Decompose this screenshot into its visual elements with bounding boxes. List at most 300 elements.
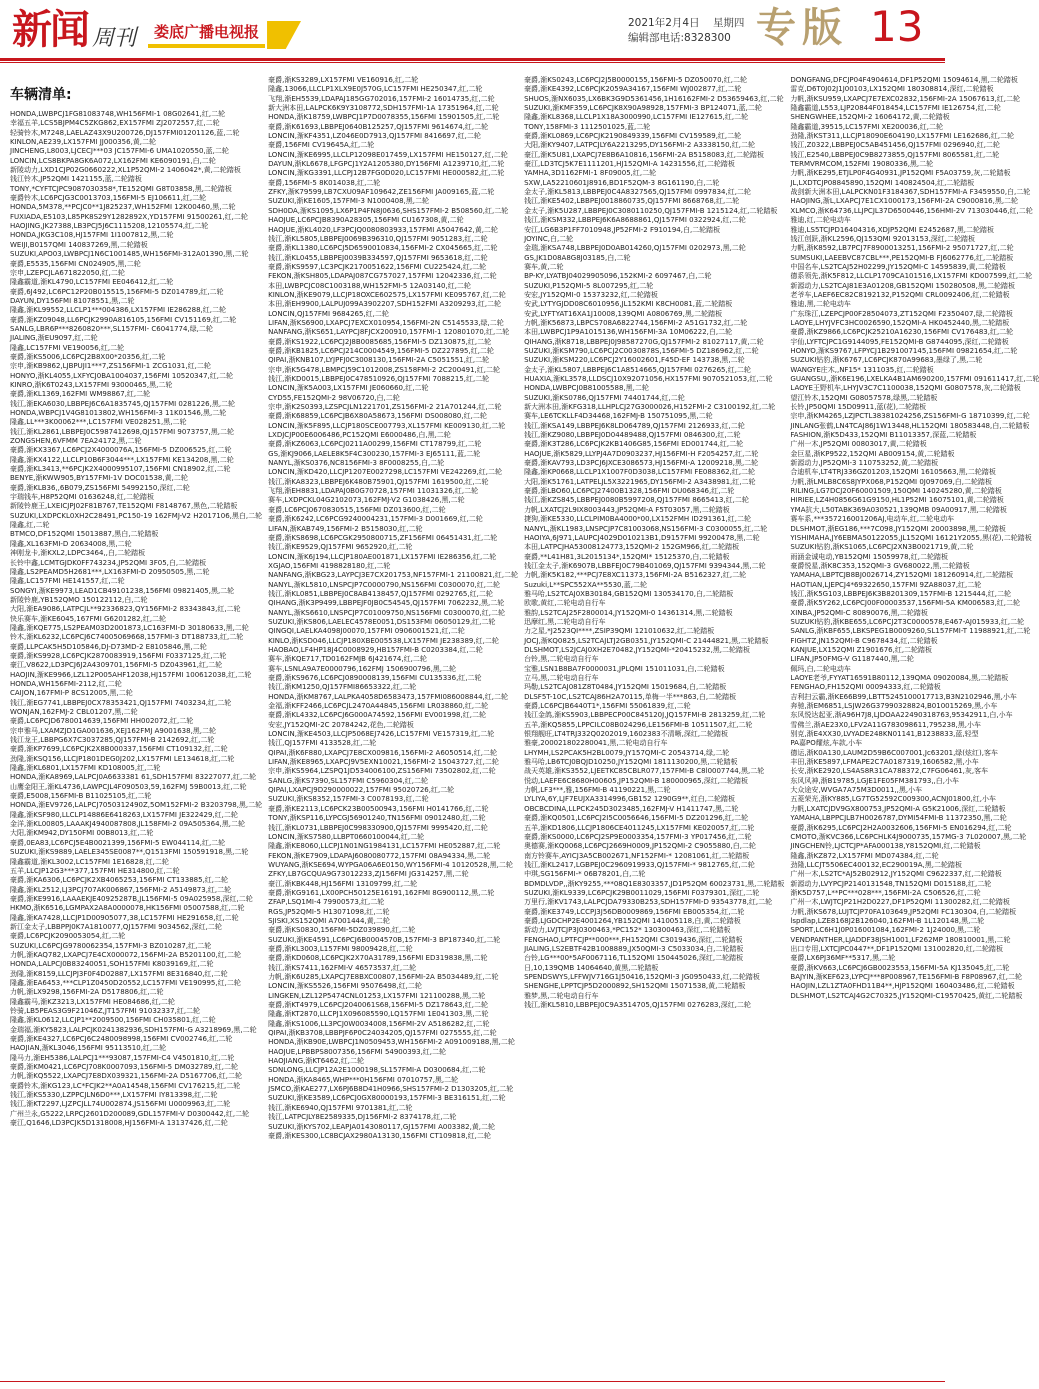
vehicle-list-item: QIPAI,渐KB3708,LBBPJF6P0C24034205,QJ157FMI 0275555,红,二轮 <box>268 1029 497 1038</box>
vehicle-list-item: LONCIN,渐KS7580,LLBPT0660100044,红,二轮 <box>268 832 425 841</box>
vehicle-list-columns <box>10 76 1039 1381</box>
vehicle-list-item: 隆鑫霸道,39515,LC157FMI XE200036,红,二轮 <box>790 122 944 131</box>
vehicle-list-item: OBCBCDINA,LLPCK245D3023485,162FMJ-V H1411747,黑,二轮 <box>524 804 739 813</box>
vehicle-list-item: 五羊,LLCJP12G3***377,157FMI HE314800,红,二轮 <box>10 866 180 875</box>
vehicle-list-item: 钱江,渐KE9529,QJ157FMI 9652920,红,二轮 <box>268 543 413 552</box>
vehicle-list-item: 力帆,渐KQ5522,LXAPCJ7E8DX039321,156FMI-2A D5167706,红,二轮 <box>10 1072 242 1081</box>
vehicle-list-item: KINLO,渐KSD046,LLCJP180XBE005538,LX157FMI JE238389,红,二轮 <box>268 636 499 645</box>
vehicle-list-item: SPORT,LC6H1J0P016001084,162FMI-2 1J24000,黑,二轮 <box>790 926 981 935</box>
vehicle-list-item: 战剑新大洲本田,LALPCKN01F3184367,SDH157FMI-A F3459550,白,二轮 <box>790 188 1031 197</box>
vehicle-list-item: 本田,LWBPCJ1P9A1015136,WH156FMI-3A 10M06222,白,二轮 <box>524 328 733 337</box>
vehicle-list-item: HONDA,WBPCJ1V4G81013802,WH156FMI-3 11K01546,黑,二轮 <box>10 409 227 417</box>
vehicle-list-item: 豪爵,渐KB1825,LC6PCJ214C0004549,156FMI-5 DZ227895,红,二轮 <box>268 346 494 355</box>
vehicle-list-item: GS,渐KJ9066,LAELE8K5F4C300230,157FMI-3 EJ65111,蓝,二轮 <box>268 449 481 458</box>
vehicle-list-item: 安武,LYTYGJDD08C6010956,JL152KMI K8CH0081,蓝,二轮踏板 <box>524 300 733 309</box>
vehicle-list-item: 神刚龙卡,渐KXL2,LDPC3464,,白,二轮踏板 <box>10 549 146 558</box>
vehicle-list-item: JOYINC,白,二轮 <box>524 234 574 243</box>
vehicle-list-item: 钱江,QJ157FMI 4133528,红,二轮 <box>268 739 377 748</box>
vehicle-list-item: LAOYE,LHYJVFC3HC0026590,152QMI-A HK0452440,黑,二轮踏板 <box>790 318 1010 327</box>
vehicle-list-item: SUZUKI,渐KS0786,QJ157FMI 74401744,红,二轮 <box>524 393 685 402</box>
vehicle-list-item: SUZUKI,LXDPCKL0XH2C28491,PC150-19 162FMJ-V2 H2017106,黑白,二轮 <box>10 511 263 520</box>
vehicle-list-item: 豪江,渐K5U81,LXAPCJ7E8B6A10816,156FMI-2A B5158083,红,二轮踏板 <box>524 150 765 159</box>
vehicle-list-item: 隆鑫,渐KA7428,LLCJP1D00905077,38,LC157FMI HE291658,红,二轮 <box>10 913 239 922</box>
vehicle-list-item: 赛车,渐KQE717,TD0162FMJB 6J421674,红,二轮 <box>268 655 427 664</box>
vehicle-list-item: 力帆,渐K6U285,LXAPCJ7E8BXC00807,156FMI-2A B5034489,红,二轮 <box>268 973 499 981</box>
vehicle-list-item: 钱江龙王,LBBPG6X7C3037285,QJ157FMI-B 2142692,红,二轮 <box>10 736 215 745</box>
vehicle-list-item: 隆鑫霸道,L553,LJP20844F018454,LC157FMI IE126754,红,二轮 <box>790 104 1001 113</box>
vehicle-list-item: 新大洲本田,LALPCK6K9Y3108772,SDH157FMI-1A 17351964,红,二轮 <box>268 104 499 113</box>
vehicle-list-item: 劲隆,渐K8159,LLCJPJ3F0F4D02887,LX157FMI 8E316840,红,二轮 <box>10 969 228 978</box>
vehicle-list-item: 豪爵,渐KS3289,LX157FMI VE160916,红,二轮 <box>268 76 419 84</box>
vehicle-list-item: 玛勒,LS2TCAJ081Z8T0484,JY152QMI 15019684,白,二轮踏板 <box>524 683 727 692</box>
vehicle-list-item: 日,10,139QMB 14064640,黄黑,二轮踏板 <box>524 963 659 972</box>
vehicle-list-item: 金太子,渐KL5813,LBBPEJ0C4A8327565,QJ157FMI 0997834,红,二轮 <box>524 188 751 197</box>
vehicle-list-item: KINLON,AE239,LX157FMI JJ000356,黄,二轮 <box>10 138 157 147</box>
vehicle-list-item: 豪江,渐KBK448,HJ156FMI 13109799,红,二轮 <box>268 879 418 888</box>
vehicle-list-item: HONDA,渐KA8465,WHP***0H156FMI 07010757,黑,二轮 <box>268 1075 459 1084</box>
vehicle-list-item: 金瑞,渐KSA748,LBBPEJ0D0AB014260,QJ157FMI 0202973,黑,二轮 <box>524 244 746 253</box>
vehicle-list-item: 东风悦达起亚,渐A96H7J8,LJDOAA22490318763,95342911,白,小车 <box>790 711 1013 720</box>
vehicle-list-item: HONYO,渐KS9767,LFPYCJ1B291007145,156FMI 09821654,红,二轮 <box>790 346 1018 355</box>
vehicle-list-item: lspdlap,LZE8168J2B126040,162FMI-B 1L120148,黑,二轮 <box>790 916 985 925</box>
vehicle-list-item: DLSHMOT,LS2JCAJ0XH2E70482,JY152QMI-*20415232,黑,二轮踏板 <box>524 645 751 654</box>
vehicle-list-item: RILING,LG7DCJ20F60001509,150QMI 140245280,黄,二轮踏板 <box>790 487 1002 496</box>
vehicle-list-item: BENYE,渐KWW905,BY157FMI-1V DOC01538,黄,二轮 <box>10 474 188 483</box>
vehicle-list-item: WEIJI,B0157QMI 140837269,黑,二轮踏板 <box>10 240 148 249</box>
vehicle-list-item: 新大洲本田,渐KFG318,LLHPLCJ27G3000026,H152FMI-2 C3100192,红,二轮 <box>524 403 776 412</box>
vehicle-list-item: JINGCHEN铃,LJCTCJP*AFA000138,Y8152QMI,红,二轮踏板 <box>790 842 981 851</box>
vehicle-list-item: HAOJUE,LPBBPS8007356,156FMI 54900393,红,二轮 <box>268 1047 447 1056</box>
vehicle-list-item: FENGHAO,LPTFCJP**000***,FH152QMI C3019436,深红,二轮踏板 <box>524 935 743 944</box>
vehicle-list-item: 钱江,渐KZ9080,LBBPEJ0D04489488,QJ157FMI 0846300,红,二轮 <box>524 431 741 440</box>
vehicle-list-item: 隆鑫,LC157FMI HE141557,红,二轮 <box>10 577 125 586</box>
vehicle-list-item: SUZUKI,渐KL9339,LC6PCJK29B0011029,156FMI F0379301,深红,二轮 <box>524 888 760 897</box>
vehicle-list-item: 宇瑞钱车,H8P52QMI 01636248,红,二轮踏板 <box>10 493 154 502</box>
vehicle-list-item: HONDA,JKG3C108,HJ157FMI 1I1007812,黑,二轮 <box>10 231 174 240</box>
vehicle-list-item: 雪佛兰,渐AE23X0,LFV2A11G783098611,795238,黑,小车 <box>790 720 981 729</box>
vehicle-list-item: YAMAHA,LBPPCJLB7H0026787,DYMI54FMI-B 11372350,黑,二轮 <box>790 814 1007 823</box>
vehicle-list-item: CYD55,FE152QMI-2 98V06720,白,二轮 <box>268 393 400 402</box>
vehicle-list-item: JINLANG张鹤,LN4TCAJ86J1W13448,HL152QMI 180583448,白,二轮踏板 <box>790 421 1030 430</box>
list-column-3 <box>524 76 784 1381</box>
vehicle-list-item: 宗申雅马,LXAMZJD1GA001636,XEJ162FMJ A9001638,黑,二轮 <box>10 726 217 735</box>
vehicle-list-item: KANJUE,LX152QMI Z1901676,红,二轮踏板 <box>790 645 933 654</box>
vehicle-list-item: 豪爵,渐KZ09048,LL6PCJK2990A816105,156FMI CV151169,红,二轮 <box>10 315 237 324</box>
vehicle-list-item: 豪爵,渐KX3367,LC6PCJ2X4000076A,156FMI-5 DZ006525,红,二轮 <box>10 446 232 455</box>
vehicle-list-item: ZONGSHEN,6VFMM 7EA24172,黑,二轮 <box>10 437 142 446</box>
vehicle-list-item: 轻骑铃木,M7248,LAELAZ43X9U200726,DJ157FMI01201126,蓝,二轮 <box>10 128 240 137</box>
vehicle-list-item: 豪爵,0EA83,LC6PCJ5E4B0021399,156FMI-5 EW044114,红,二轮 <box>10 838 226 847</box>
vehicle-list-item: HAOJIANG,渐KT6462,红,二轮 <box>268 1057 364 1066</box>
vehicle-list-item: 豪爵,LX6PJ36MF**5317,黑,二轮 <box>790 954 896 963</box>
vehicle-list-item: 豪爵,渐KS5006,LC6PCJ2B8X00*20356,红,二轮 <box>10 352 166 361</box>
vehicle-list-item: LONCIN,渐K5A003,LX157FMI JE060660,红,二轮 <box>268 384 429 393</box>
vehicle-list-item: 力帆,渐K56873,LBPCS708A6822744,156FMI-2 A51G1732,红,二轮 <box>524 318 748 327</box>
vehicle-list-item: QIPAI,渐K6F880,LXAPCJ7E8CX009816,156FMI-2 A6050514,红,二轮 <box>268 748 497 757</box>
vehicle-list-item: TERMVRMCOM,152FMI 19080336,黑,二轮 <box>790 160 934 169</box>
vehicle-list-item: LONCIN,渐KG3391,LLCPJ12B7FG0D020,LC157FMI HE000582,红,二轮 <box>268 169 505 178</box>
vehicle-list-item: 隆鑫,13066,LLCLP1XLX9E0J570G,LC157FMI HE250347,红,二轮 <box>268 85 483 94</box>
vehicle-list-item: 豪爵,LJGDCHP2E4001264,YB152QMI 141005118,白,黄,二轮踏板 <box>524 916 741 925</box>
vehicle-list-item: 豪爵,渐KS9597,LC3PCJK2170051622,156FMI CU225424,红,二轮 <box>268 262 487 271</box>
vehicle-list-item: 雷克,D6T0J02J1J00103,LX152QMI 180308814,深红,二轮踏板 <box>790 85 994 94</box>
vehicle-list-item: 大阳,渐K51761,LATPELJL5X3221965,DY156FMI-2 A3438981,红,二轮 <box>524 477 756 486</box>
vehicle-list-item: SUZUKI,APO03,LWBPCJ1N6C1001485,WH156FMI-312A01390,黑,二轮 <box>10 250 249 259</box>
vehicle-list-item: 赛车系,***357216001206AJ,电动车,红,二轮电动车 <box>790 515 955 524</box>
vehicle-list-item: TONY,渐KSP116,LYPCGJ56901240,TN156FMI 09012480,红,二轮 <box>268 814 486 823</box>
vehicle-list-item: 广州一木,LWJTCJP21H2D0227,DF1P52QMI 11300282,红,二轮踏板 <box>790 898 1010 907</box>
vehicle-list-item: 立马,黑,二轮电动自行车 <box>524 674 599 682</box>
vehicle-list-item: LONCIN,渐KF4351,LZ046E0D7913,QJ157FMI 8416697,红,二轮 <box>268 132 481 141</box>
vehicle-list-item: 豪爵,渐KES300,LC8BCJAX2980A13130,156FMI CT109818,红,二轮 <box>268 1131 491 1140</box>
vehicle-list-item: KINLON,渐KE9079,LLCJP18OXCE602575,LX157FMI KE095767,红,二轮 <box>268 290 506 299</box>
vehicle-list-item: 豪爵悦星,渐K8C353,152QMI-3 GV680022,黑,二轮踏板 <box>790 561 970 570</box>
vehicle-list-item: 劲隆,渐KST311,LLCJP18090E604190,LX157FMI LE162686,红,二轮 <box>790 132 1015 141</box>
vehicle-list-item: 力帆,渐LX9298,156FMI-2A D5178806,红,二轮 <box>10 988 164 997</box>
vehicle-list-item: 豪爵,渐KS9928,LC6PCJK2870083919,156FMI F0337125,红,二轮 <box>10 651 227 660</box>
vehicle-list-item: 豪爵,渐K3T286,LC6PCJK2KB1406G85,156FMI ED001744,红,二轮 <box>524 440 744 449</box>
vehicle-list-item: 安宏,JY152QMI-2C 20784242,花色,二轮踏板 <box>268 720 414 729</box>
vehicle-list-item: 豪爵,渐KQ0501,LC6PCJ2I5C0056646,156FMI-5 DZ201296,红,二轮 <box>524 814 749 823</box>
vehicle-list-item: 钱江,渐KE5402,LBBPEJ0018860735,QJ157FMI 8668768,红,二轮 <box>524 197 740 206</box>
vehicle-list-item: SANLG,渐KS7390,SL157FMI C5960304,红,二轮 <box>268 776 428 785</box>
vehicle-list-item: 豪爵,渐KL3003,L157FMI 98009428,红,二轮 <box>268 944 413 953</box>
vehicle-list-item: 大众途安,WVGA7A75M3D0011,,黑,小车 <box>790 786 923 795</box>
vehicle-list-item: SANLG,渐KBF655,LBKSPEG1B0009260,SL157FMI-T 11988921,红,二轮 <box>790 627 1031 636</box>
vehicle-list-item: 隆鑫,渐KL0612,LLCJP1**2009500,156FMI CH035801,红,二轮 <box>10 1016 216 1025</box>
vehicle-list-item: 长铃中鑫,LCMTGJDK0FF743234,JP52QMI 3F05,白,二轮踏板 <box>10 558 207 567</box>
vehicle-list-item: NANYL,渐KL5810,LNSPCJP7C0000790,NS156FMI C0300070,红,二轮 <box>268 580 500 589</box>
vehicle-list-item: 钱江,渐KL2417,LGBPEJ0C2960919933,QJ157FMI-* 9812765,红,二轮 <box>524 860 755 869</box>
vehicle-list-item: SUZUKI,渐KS9889,LAELE345SE0087**,Q1513FMI 150591918,黑,二轮 <box>10 848 249 857</box>
vehicle-list-item: JIALING,LS2EBTF42B1008889,JX50QMI-3 C5033034,白,二轮踏板 <box>524 944 744 953</box>
vehicle-list-item: HONDA,渐KA8969,LALPCJ0A6633381 61,SDH157FMI 83227077,红,二轮 <box>10 773 257 782</box>
vehicle-list-item: 隆鑫,渐KS1006,LL3PCJ0W0034008,156FMI-2V A5186282,红,二轮 <box>268 1019 490 1028</box>
vehicle-list-item: HAOJUE,渐K5829,LLYPJ4A7D0903237,HJ156FMI-H F2054257,红,二轮 <box>524 449 759 458</box>
vehicle-list-item: 战天英雄,渐KS3552,LJEETKC85CBLR077,157FMI-B C8l0007744,黑,二轮 <box>524 767 765 776</box>
vehicle-list-item: 豪爵,渐KL1380,LC6PCJ5D6590010834,156FMI-2 CX045665,红,二轮 <box>268 244 498 253</box>
vehicle-list-item: 钱江创跃,渐KL2596,QJ153QMI 92013153,深红,二轮踏板 <box>790 234 976 243</box>
vehicle-list-item: 豪爵,渐KV663,LC6PCJ6GB0023553,156FMI-5A KJ135045,红,二轮 <box>790 963 1010 972</box>
vehicle-list-item: LONCIN,QJ157FMI 9684265,红,二轮 <box>268 309 389 318</box>
vehicle-list-item: QIHANG,渐K8718,LBBPEJ0J98587270G,QJ157FMI-2 81027117,黄,二轮 <box>524 337 764 346</box>
vehicle-list-item: DAYUN,DY156FMI 81078551,黑,二轮 <box>10 296 135 305</box>
vehicle-list-item: 宗申,LZEPCJLA671822050,红,二轮 <box>10 268 125 277</box>
vehicle-list-item: HAOIYA,6J971,LAUPCJ4029D010213B1,D9157FMI 99200478,黑,二轮 <box>524 533 760 542</box>
vehicle-list-item: 隆鑫,渐KL99552,LLCLP1***004386,LX157FMI IE286288,红,二轮 <box>10 306 226 315</box>
vehicle-list-item: YISHIMAHA,JY6EBMA50122055,JL152QMI 16121Y2055,黑(花),二轮踏板 <box>790 533 1032 542</box>
vehicle-list-item: HONDA,WH156FMI-2112,红,二轮 <box>10 679 122 688</box>
vehicle-list-item: 隆鑫,渐KP0668,LLCLP1X1007F0D3038,LC157FMI FE088362,红,二轮 <box>524 468 756 477</box>
vehicle-list-item: 金巨星,渐KP9522,152QMI AB009154,黄,二轮踏板 <box>790 449 955 458</box>
vehicle-list-item: LAOYE老爷,FYYAT16591B80112,139QMA 09020084,黑,二轮踏板 <box>790 674 1009 682</box>
vehicle-list-item: 豪爵,渐KM0421,LC6PCJ708K0007093,156FMI-5 DM032789,红,二轮 <box>10 1063 238 1072</box>
vehicle-list-item: 奔驰,渐EM6851,LSJW26G37990328824,B010015269,黑,小车 <box>790 702 998 711</box>
vehicle-list-item: ZFKY,渐K79599,LB7CXU09AF109642,ZE156FMI JA009165,蓝,二轮 <box>268 188 495 197</box>
vehicle-list-item: 隆鑫霸道,渐KL3002,LC157FMI 1E16828,红,二轮 <box>10 857 169 866</box>
vehicle-list-item: 隆鑫,渐KT2870,LLCPJ1X096085590,LQ157FMI 1E041303,黑,二轮 <box>268 1010 489 1019</box>
vehicle-list-item: 雅马哈,LS2TCAJ0XB30184,GB152QMI 130534170,白,二轮踏板 <box>524 589 734 598</box>
vehicle-list-item: 宇仙,LYFTCJPC1G9144095,FE152QMI-B G8744095,深红,二轮踏板 <box>790 337 1009 346</box>
vehicle-list-item: YAMAHA,LBPTCJB8BJ0026714,ZY152QMI 181260914,红,二轮踏板 <box>790 571 1014 580</box>
vehicle-list-item: 金太子,渐K5U287,LBBPEJ0C3080110250,QJ157FMI-B 1215124,红,二轮踏板 <box>524 206 778 215</box>
vehicle-list-item: 钱江,渐KD0015,LBBPEJ0C478510926,QJ157FMI 7088215,红,二轮 <box>268 375 490 383</box>
vehicle-list-item: 钱江,渐KSM332,LBBPEJ6K6A8688861,QJ157FMI 0322924,红,二轮 <box>524 216 746 225</box>
vehicle-list-item: 宗申,渐KB9862,LJBPUJI1***7,ZS156FMI-1 ZCG1031,红,二轮 <box>10 362 211 371</box>
vehicle-list-item: SUZUKI,渐KSM220,LC6PCJ2Y16002601,F45D-EF 143738,黑,二轮 <box>524 356 745 365</box>
vehicle-list-item: 金瑞福,渐KY5823,LALPCJK0241382936,SDH157FMI-G A3218969,黑,二轮 <box>10 1025 257 1034</box>
vehicle-list-item: 隆鑫,LS2PEAMD5H2681***,LX163FMI-D 20950505,黑,二轮 <box>10 567 210 576</box>
vehicle-list-item: 力帆,渐KAQ782,LXAPCJ7E4CX000072,156FMI-2A B5201100,红,二轮 <box>10 950 241 959</box>
vehicle-list-item: 豪爵,渐KS1922,LC6PCJ2J8B0085685,156FMI-5 DZ130875,红,二轮 <box>268 337 492 346</box>
vehicle-list-item: 金福,渐KFF2466,LC6PCJL2470A44845,156FMI LR038860,红,二轮 <box>268 702 489 711</box>
vehicle-list-item: 豪爵,LC6PCJD6780014639,156FMI HH002072,红,二轮 <box>10 717 194 726</box>
vehicle-list-item: 豪爵,渐KS0830,156FMI-5DZ039890,红,二轮 <box>268 926 416 935</box>
vehicle-list-item: 隆鑫,渐KL8368,LLCLP1X18A3000990,LC157FMI IE127615,红,二轮 <box>524 113 749 122</box>
phone-number: 8328300 <box>684 32 731 44</box>
vehicle-list-item: HONDA,渐KM8767,LALPKA4058D6583473,157FMI086008844,红,二轮 <box>268 692 508 701</box>
vehicle-list-item: HIRIEE,LZ4H0856G61G9150,HL1P52MI 16075101,黄,二轮踏板 <box>790 496 1004 505</box>
vehicle-list-item: QINGQI,LAELKA4098J00070,157FMI 0906001521,红,二轮 <box>268 627 465 636</box>
vehicle-list-item: 豪爵,渐KS9676,LC6PCJ0890008139,156FMI CU135336,红,二轮 <box>268 674 482 682</box>
vehicle-list-item: 别克,渐E4XX30,LVYADE248KN01141,B1238833,蓝,轻型 <box>790 730 979 739</box>
vehicle-list-item: SUMSUKI,LAEEBVC87CBL***,PE152QMI-B FJ6062776,红,二轮踏板 <box>790 253 1014 262</box>
vehicle-list-item: VENDPANTHER,LJADDF38JSH1001,LF262MP 180810001,黑,二轮 <box>790 935 1011 944</box>
vehicle-list-item: LONCIN,渐K6J194,LLCJP180AE001871,LX157FMI IE286356,红,二轮 <box>268 552 497 561</box>
vehicle-list-item: 雅马哈,LB6TCJ0BQJD10250,JY152QMI 1811130200,黑,二轮踏板 <box>524 758 738 767</box>
vehicle-list-item: 隆鑫,LL***3K00062***,LC157FMI VE028251,黑,二轮 <box>10 418 187 427</box>
vehicle-list-item: 渐K5D757,L**PC***028***,156FMI-2A C506526,红,二轮 <box>790 888 981 897</box>
vehicle-list-item: SUZUKI,渐KE3589,LC6PCJ0GX80000193,157FMI-3 BE316151,红,二轮 <box>268 1094 506 1103</box>
vehicle-list-item: DLSHMOT,渐EG186,***7C098,JY152QMI 20003898,黑,二轮踏板 <box>790 524 1006 533</box>
vehicle-list-item: 隆鑫,XL163FMI-D 20634008,黑,二轮 <box>10 539 132 548</box>
vehicle-list-item: YMA抗大,L50TABK369A030521,139QMB 09A00917,黑,二轮踏板 <box>790 505 1007 514</box>
vehicle-list-item: 豪爵,LC6PCJ0670830515,156FMI DZ013600,红,二轮 <box>268 505 446 514</box>
vehicle-list-item: 望江铃木,152QMI G08057578,绿黑,二轮踏板 <box>790 393 938 402</box>
vehicle-list-item: 新陵铃鹿王,LXEICJPJ02F81B767,TE152QMI F8148767,黑色,二轮踏板 <box>10 502 238 511</box>
vehicle-list-item: CMOTO,渐KVC366,LC6PCHLK4J9000735,157MG-3 7L020007,黑,二轮 <box>790 832 1027 841</box>
vehicle-list-item: HONDA,渐KB90E,LWBPCJ1N0509453,WH156FMI-2 A091009188,黑,二轮 <box>268 1038 515 1047</box>
vehicle-list-item: 豪爵,渐K68859,LC6PCJB6X80A58673,156FMI DS008080,红,二轮 <box>268 412 487 421</box>
vehicle-list-item: HAOJING,JK27388,LB3PCJ5J6C1115208,12105574,红,二轮 <box>10 222 209 231</box>
vehicle-list-item: SJISKI,XS152QMI A7001444,黄,二轮 <box>268 916 390 925</box>
vehicle-list-item: SUZUKI,渐KE4591,LC6PCJ6B0004570B,157FMI-3 BP187340,红,二轮 <box>268 935 501 944</box>
vehicle-list-item: 钱江,渐KA8323,LBBPEJ6K480B75901,QJ157FMI 1619500,红,二轮 <box>268 477 489 486</box>
vehicle-list-item: 钱江,渐KL5805,LBBPEJ0069B396310,QJ157FMI 9051283,红,二轮 <box>268 234 488 243</box>
vehicle-list-item: 豪爵,LC6PCJB6440T1*,156FMI 55061839,红,二轮 <box>524 702 691 711</box>
vehicle-list-item: 力帆,渐K8592,LB7PCJ7F8900013251,156FMI-2 95071727,红,二轮 <box>790 244 1014 253</box>
vehicle-list-item: 东风风神,渐B19785,LGJE1FE05FM381793,,白,小车 <box>790 776 960 785</box>
vehicle-list-item: SUZUKI,渐KS806,LAELEC4578E0051,DS153FMI 06050129,红,二轮 <box>268 617 496 626</box>
vehicle-list-item: 豪爵,渐KAV793,LD3PCJ6JXCE3086573,HJ156FMI-A 12009218,黑,二轮 <box>524 459 759 468</box>
vehicle-list-item: 台铃,黑,二轮电动自行车 <box>524 655 599 664</box>
vehicle-list-item: 飞翔,渐EH8831,LDAPAJ0B0G70728,157FMI 11031326,红,二轮 <box>268 487 479 496</box>
vehicle-list-item: 新陵铃鹿,YB152QMO 150122112,白,二轮 <box>10 595 148 604</box>
vehicle-list-item: BP-KY,LYATBJ04029905096,152KMI-2 6097467,白,二轮 <box>524 272 712 281</box>
vehicle-list-item: 钱江,渐EKA6030,LBBPEJ6C6A1835745,QJ157FMI 0281226,黑,二轮 <box>10 399 236 408</box>
brand-sub: 周刊 <box>92 25 137 51</box>
list-column-4 <box>790 76 1039 1381</box>
vehicle-list-item: 广东珠江,LZEPCJP00F28504073,ZT152QMI F2350407,绿,二轮踏板 <box>790 309 1013 318</box>
vehicle-list-item: SXW,LA52210601J8916,BD1F52QM-3 8G161190,白,二轮 <box>524 178 720 187</box>
vehicle-list-item: XINBA,JP52QMI-C 80890076,黑,二轮踏板 <box>790 608 928 617</box>
vehicle-list-item: SHENGWHEE,152QMI-2 16064172,黄,二轮踏板 <box>790 113 950 122</box>
vehicle-list-item: 欧歌,黄红,二轮电动自行车 <box>524 599 606 608</box>
vehicle-list-item: 钱江,渐KZS845,LBBPEJ0080B5997208,QJ157FMI 8665413,红,二轮 <box>524 496 749 505</box>
vehicle-list-item: 豪爵,渐KL0869,LC6PCJK2190849339,156FMI CV159589,红,二轮 <box>524 132 742 141</box>
vehicle-list-item: 新陵动力,LXD1CJP02G0660222,XL1P52QMI-2 1406042*,黄,二轮踏板 <box>10 166 241 175</box>
vehicle-list-item: NANYL,渐KS0376,NC8156FMI-3 8F0008255,白,二轮 <box>268 459 445 468</box>
vehicle-list-item: 豪爵,渐KE3749,LCCPJ3J56DB0009869,156FMI EB005354,红,二轮 <box>524 907 745 916</box>
vehicle-list-item: HKMO,渐K6516,LGMPAX2A8A0000078,HK156FMI 05007588,红,二轮 <box>10 904 245 913</box>
vehicle-list-item: 安武,LYFTYAT16XA1J10008,139QMI A0806769,黑,二轮踏板 <box>524 309 723 318</box>
vehicle-list-item: 钱江,渐KL2861,LBBPEJ0C5987412698,QJ157FMI 9073757,黑,二轮 <box>10 427 234 436</box>
vehicle-list-item: 宝雅,LSN1B8BA7F0000031,JPLQMI 151011031,白,二轮踏板 <box>524 664 725 673</box>
vehicle-list-item: 钱江,Z0322,LBBPEJ0C5AB451456,QJ157FMI 0296940,红,二轮 <box>790 141 1000 150</box>
vehicle-list-item: 隆鑫,渐KL6801,LX157FMI KD108005,红,二轮 <box>10 764 161 773</box>
vehicle-list-item: 豪江,LD3TCJ5K7E1111201,HJ152QMI-A 14231556,红,二轮踏板 <box>524 160 735 169</box>
vehicle-list-item: 金太子,渐KL5807,LBBPEJ6C1A8514665,QJ157FMI 0276265,红,二轮 <box>524 365 751 374</box>
vehicle-list-item: 隆鑫,红,二轮 <box>10 521 50 530</box>
vehicle-list-item: NANFANG,渐KS651,LAYPCJ8FJCX200910,157FMI-1 120801070,红,二轮 <box>268 328 510 337</box>
phone-label: 编辑部电话: <box>628 32 685 44</box>
vehicle-list-item: 隆鑫,渐EA6453,***CLP1Z0450D20552,LC157FMI VE190995,红,二轮 <box>10 978 241 987</box>
vehicle-list-item: DLSHMOT,LS2TCAJ4G2C70325,JY152QMI-C19570425,黄红,二轮踏板 <box>790 991 1023 1000</box>
vehicle-list-item: 雅梦,黑,二轮电动自行车 <box>524 991 599 1000</box>
vehicle-list-item: 豪爵,渐K6295,LC6PCJ2H2A0032606,156FMI-5 EN016294,红,二轮 <box>790 823 1012 832</box>
vehicle-list-item: LINGKEN,LZL12P5474CNL01253,LX157FMI 121100288,黑,二轮 <box>268 991 486 1000</box>
vehicle-list-item: 金洋,渐KL00805,LAAAKJ4940087808,JL158FMI-2 09A505364,黑,二轮 <box>10 820 245 829</box>
vehicle-list-item: 钱江,渐KL5810,LBBPEJ0C9A3514705,QJ157FMI 0276283,深红,二轮 <box>524 1001 751 1010</box>
vehicle-list-item: 新源动力,LS2TCAJ81E3A01208,GB152QMI 150280508,黑,二轮踏板 <box>790 281 1016 290</box>
vehicle-list-item: 豪爵,渐KE4327,LC6PCJ6C2480098998,156FMI CV002746,红,二轮 <box>10 1035 233 1044</box>
vehicle-list-item: 台铃,LG***00*5AF0067116,TL152QMI 150445026,深红,二轮踏板 <box>524 954 744 963</box>
vehicle-list-item: 新源动力,JP52QMI-3 110753252,黄,二轮踏板 <box>790 459 939 468</box>
vehicle-list-item: 钱江,渐KS5330,LZPPCJLN6D0***,LX157FMI IY813398,红,二轮 <box>10 1091 218 1100</box>
vehicle-list-item: 隆鑫,渐KE8060,LLCPJ1N01NG1984131,LC157FMI HE052887,红,二轮 <box>268 842 501 851</box>
vehicle-list-item: 银翔舰旺,LT4TRJ332Q0202019,1602383不清晰,深红,二轮踏板 <box>524 730 729 739</box>
vehicle-list-item: 赛车,LSNLA9A7E0000796,162FMJ 1506900796,黑,二轮 <box>268 664 457 673</box>
vehicle-list-item: HAOTIAN,LJEPCJ4*69322650,157FMI 9ZA88037,红,二轮 <box>790 580 982 589</box>
vehicle-list-item: 豪爵,156FMI-5 8K014038,红,二轮 <box>268 178 381 187</box>
vehicle-list-item: 新江金太子,LBBPPJ0K7A1810077,QJ157FMI 9034562,深红,二轮 <box>10 922 222 931</box>
vehicle-list-item: SANLG,LBR6P***8260820***,SL157FMI- C6041774,绿,二轮 <box>10 324 213 333</box>
date-block <box>628 16 745 46</box>
vehicle-list-item: LHYMH,LS2PCAK5H2BL0079,JY157QMI-C 20543714,绿,二轮 <box>524 748 730 757</box>
vehicle-list-item: 钱江,E2540,LBBPEJ0C9B8273855,QJ157FMI 8065581,红,二轮 <box>790 150 1000 159</box>
vehicle-list-item: HAOJUE,LC6PCJB8390A28305,156FMI CU167308,黄,二轮 <box>268 216 464 225</box>
vehicle-list-item: SUZUKI,渐KSM790,LC6PCJ2C0030878S,156FMI-5 DZ186962,红,二轮 <box>524 346 759 355</box>
vehicle-list-item: 豪爵,渐KE9916,LAAAEKJE40925287B,JL156FMI-5 09A025958,深红,二轮 <box>10 894 253 903</box>
vehicle-list-item: 钱江,渐K5G103,LBBPEJ6K3B8201309,157FMI-B 1215444,红,二轮 <box>790 589 1012 598</box>
vehicle-list-item: SUZUKI钻豹,渐K6767,LC6PCJK870A99683,墨绿了,黑,二轮 <box>790 356 983 365</box>
vehicle-list-item: 钱江金鸽,渐KS5903,LBBPECP00C845120J,JQ157FMI-B 2813259,红,二轮 <box>524 711 766 720</box>
vehicle-list-item: SDH0DA,渐KS1095,LX6P1P4FN8J0636,SHS157FMI-2 B508560,红,二轮 <box>268 206 509 215</box>
vehicle-list-item: 豪爵铃木,渐KG123,LC*FCJK2**A0A14548,156FMI CV176215,红,二轮 <box>10 1081 241 1090</box>
vehicle-list-item: WANGYE庄木,,NF15* 1311035,红,二轮踏板 <box>790 365 934 374</box>
vehicle-list-item: 豪爵,渐LBO60,LC6PCJ27400B1328,156FMI DU068346,红,二轮 <box>524 487 735 496</box>
vehicle-list-item: 力帆,渐LMLB8C6S8JYPX068,P152QMI 0J097069,白,二轮踏板 <box>790 477 993 486</box>
vehicle-list-item: 长铃,JP50QMI 15D09911,蓝(花),二轮踏板 <box>790 403 927 412</box>
vehicle-list-item: 丰田,渐KE5897,LFMAPE2C7A0187319,1606582,黑,小车 <box>790 758 979 767</box>
vehicle-list-item: QIHANG,渐K3P9499,LBBPEJF0JB0C54545,QJ157FMI 7062232,黑,二轮 <box>268 599 505 608</box>
header-rule <box>0 58 945 61</box>
vehicle-list-item: 中琪,SG156FMI-* 06B78201,白,二轮 <box>524 870 646 879</box>
vehicle-list-item: BTMCO,DF152QMI 15013887,黑白,二轮踏板 <box>10 530 159 539</box>
vehicle-list-item: 南方铃赛车,AYICJ3A5CB002671,NF152FMI-* 12081061,红,二轮踏板 <box>524 851 750 860</box>
vehicle-list-item: 长安,渐KE2920,LS4AS8R31CA788372,C7FG06461,灰,客车 <box>790 767 989 776</box>
vehicle-list-item: SUZUKI,P152QMI-5 8L007295,红,二轮 <box>524 281 654 290</box>
vehicle-list-item: 隆马力,渐EH5386,LALPCJ1***93087,157FMI-C4 V4501810,红,二轮 <box>10 1053 235 1062</box>
vehicle-list-item: 隆鑫霸马,渐KZ3213,LX157FMI HE084686,红,二轮 <box>10 997 175 1006</box>
list-column-1 <box>10 76 262 1381</box>
header-rule-thin <box>0 62 945 63</box>
vehicle-list-item: SUZUKI钻豹,渐KS1065,LC6PCJ2XN3B0021719,黄,二轮 <box>790 543 974 552</box>
vehicle-list-item: DONGFANG,DFCJP04F4904614,DF1P52QMI 15094614,黑,二轮踏板 <box>790 76 1018 84</box>
vehicle-list-item: JINCHENG,L8003,LJCECJ***03 JC157FMI-6 UMA1020550,蓝,二轮 <box>10 147 229 156</box>
vehicle-list-item: SONGYI,渐KE9973,LEAD1CB49101238,156FMI 09821405,黑,二轮 <box>10 586 235 595</box>
vehicle-list-item: 劲隆,渐KSQ156,LLCJP1801DEG0J202,LX157FMI LE134618,红,二轮 <box>10 754 235 763</box>
vehicle-list-item: 德运,渐K0A130,LAUM2D59B6C007001,Jc63201,绿(炫红),客车 <box>790 748 998 757</box>
vehicle-list-item: 雅豪,200021802280041,黑,二轮电动自行车 <box>524 739 668 748</box>
vehicle-list-item: RGS,JP52QMI-5 H13071098,红,二轮 <box>268 907 390 916</box>
vehicle-list-item: 豪爵,渐K61693,LBBPEJ0640B125257,QJ157FMI 9614674,红,二轮 <box>268 122 489 131</box>
vehicle-list-item: 安宏,JY152QMI-0 15373232,红,二轮踏板 <box>524 290 658 299</box>
vehicle-list-item: TONY,*CYFTCJPC9087030358*,TE152QMI G8T03858,黑,二轮踏板 <box>10 184 232 193</box>
vehicle-list-item: HONYO,渐KL4055,LXFYCJ0BA1004037,156FMI 10520347,红,二轮 <box>10 371 233 380</box>
list-title: 车辆清单: <box>10 87 72 103</box>
vehicle-list-item: 雅韵,LS2TCAJ25F2800014,JY152QMI-0 14361314,黑,二轮踏板 <box>524 608 733 617</box>
vehicle-list-item: 新源动力,LVYPCJP2140131548,TN152QMI D015188,红,二轮 <box>790 879 992 888</box>
vehicle-list-item: 中国名车,LS2TCAJ52H02299,JY152QMI-C 14595839,黄,二轮踏板 <box>790 262 1006 271</box>
vehicle-list-item: 赛车,LXDPCKL04G2102073,162FMJ-V2 G1038426,黑,二轮 <box>268 496 465 505</box>
vehicle-list-item: 豪爵,渐KZ6063,LC6PCJ0211A00299,156FMI CT178799,红,二轮 <box>268 440 482 449</box>
vehicle-list-item: SHENGHE,LPPTCJP5D2000892,SH152QMI 15071538,黄,二轮踏板 <box>524 982 746 991</box>
vehicle-list-item: SUZUKI钻豹,渐KBE655,LC6PCJ2T3C0000578,E467-AJ015933,红,二轮 <box>790 617 1025 626</box>
vehicle-list-item: LXDJCJP00E6006486,PC152QMI E6000486,白,黑,二轮 <box>268 431 451 440</box>
vehicle-list-item: 豪爵,6J492,LC6PC12P20B015515,156FMI-5 DZ014789,红,二轮 <box>10 287 224 296</box>
vehicle-list-item: 豪爵,渐K6242,LC6PCG9240004231,157FMI-3 D001669,红,二轮 <box>268 515 483 524</box>
vehicle-list-item: BAJYIN,渐KEF623,LYPCJ***8P008967,TE156FMI-B F8P08967,红,二轮 <box>790 973 1022 981</box>
vehicle-list-item: CAIJON,167FMI-P 8CS12005,黑,二轮 <box>10 689 133 698</box>
vehicle-list-item: 力帆,渐KS678,LUJTCJP70FA103649,JP52QMI FC130304,白,二轮踏板 <box>790 907 1017 916</box>
vehicle-list-item: 豪爵,渐KL3413,**6PCJK2X4000995107,156FMI CN18902,红,二轮 <box>10 465 231 474</box>
vehicle-list-item: HAOJING,渐L,LXAPCJ7E1CX1000173,156FMI-2A C9000816,黑,二轮 <box>790 197 1019 206</box>
vehicle-list-item: 隆鑫,渐KX4122,LLCLP10B6F3044***,LX157FMI KE134208,黑,二轮 <box>10 455 234 464</box>
vehicle-list-item: 万里行,渐KV1743,LALPCJDA79330B253,SDH157FMI-D 93543778,红,二轮 <box>524 898 773 907</box>
vehicle-list-item: ZFAP,LSQ1MI-4 79900573,红,二轮 <box>268 898 385 907</box>
vehicle-list-item: 大阳,渐KY9407,LATPCJLY6A2213295,DY156FMI-2 A3338150,红,二轮 <box>524 141 755 150</box>
vehicle-list-item: 安江,LG6B3P1FF7010948,JP52FMI-2 F910194,白,二轮踏板 <box>524 225 721 234</box>
vehicle-list-item: 力帆,渐K5K182,***PCJ7E8XC11373,156FMI-2A B5162327,红,二轮 <box>524 571 747 580</box>
vehicle-list-item: 悦动,LAEFE6C8680H00605,JP152QMI-B 180000965,深红,二轮踏板 <box>524 776 749 785</box>
vehicle-list-item: FUXIADA,E5103,L85PK8S29Y1282892X,YD157FMI 91500261,红,二轮 <box>10 212 248 221</box>
vehicle-list-item: FEKON,渐KE7909,LDAPAJ6080080772,157FMI 08A94334,黑,二轮 <box>268 851 491 860</box>
vehicle-list-item: 豪江,V8622,LD3PCJ6J2A4309701,156FMI-5 DZ043961,红,二轮 <box>10 661 223 670</box>
vehicle-list-item: SHUOS,渐NX6035,LX6BK3G9D5361456,1H16162FMI-2 D53659463,红,二轮 <box>524 94 784 103</box>
vehicle-list-item: LONCIN,渐K5F895,LLCJP180SCE007793,XL157FMI KE009130,红,二轮 <box>268 421 506 430</box>
list-column-2 <box>268 76 518 1381</box>
vehicle-list-item: 豪爵,渐KA6306,LC6PCJK2XB4065253,156FMI CT133885,红,二轮 <box>10 876 229 885</box>
vehicle-list-item: HAOJIAN,渐KL3046,156FMI 95113510,红,二轮 <box>10 1044 167 1053</box>
vehicle-list-item: 雅迪,LS5TCJPD16404316,XDJP52QMI E2452687,黑,二轮踏板 <box>790 225 994 234</box>
vehicle-list-item: NANYL,渐KS6610,LNSPCJP7C01009750,NS156FMI C0300070,红,二轮 <box>268 608 505 617</box>
vehicle-list-item: 豪爵,LC6PCJK2090053054,红,二轮 <box>10 932 126 941</box>
vehicle-list-item: SDNLONG,LLCJP12A2E1000198,SL157FMI-A D0300684,红,二轮 <box>268 1066 486 1075</box>
vehicle-list-item: LONCIN,渐KS5526,156FMI 95076498,红,二轮 <box>268 982 422 991</box>
vehicle-list-item: 合迪机车,LT4TRJ336GZ01203,152QMI 16105663,黑,二轮踏板 <box>790 468 996 477</box>
vehicle-list-item: 老爷车,LAEF6EC82C8192132,P152QMI CRL0092406,红,二轮踏板 <box>790 290 1010 299</box>
